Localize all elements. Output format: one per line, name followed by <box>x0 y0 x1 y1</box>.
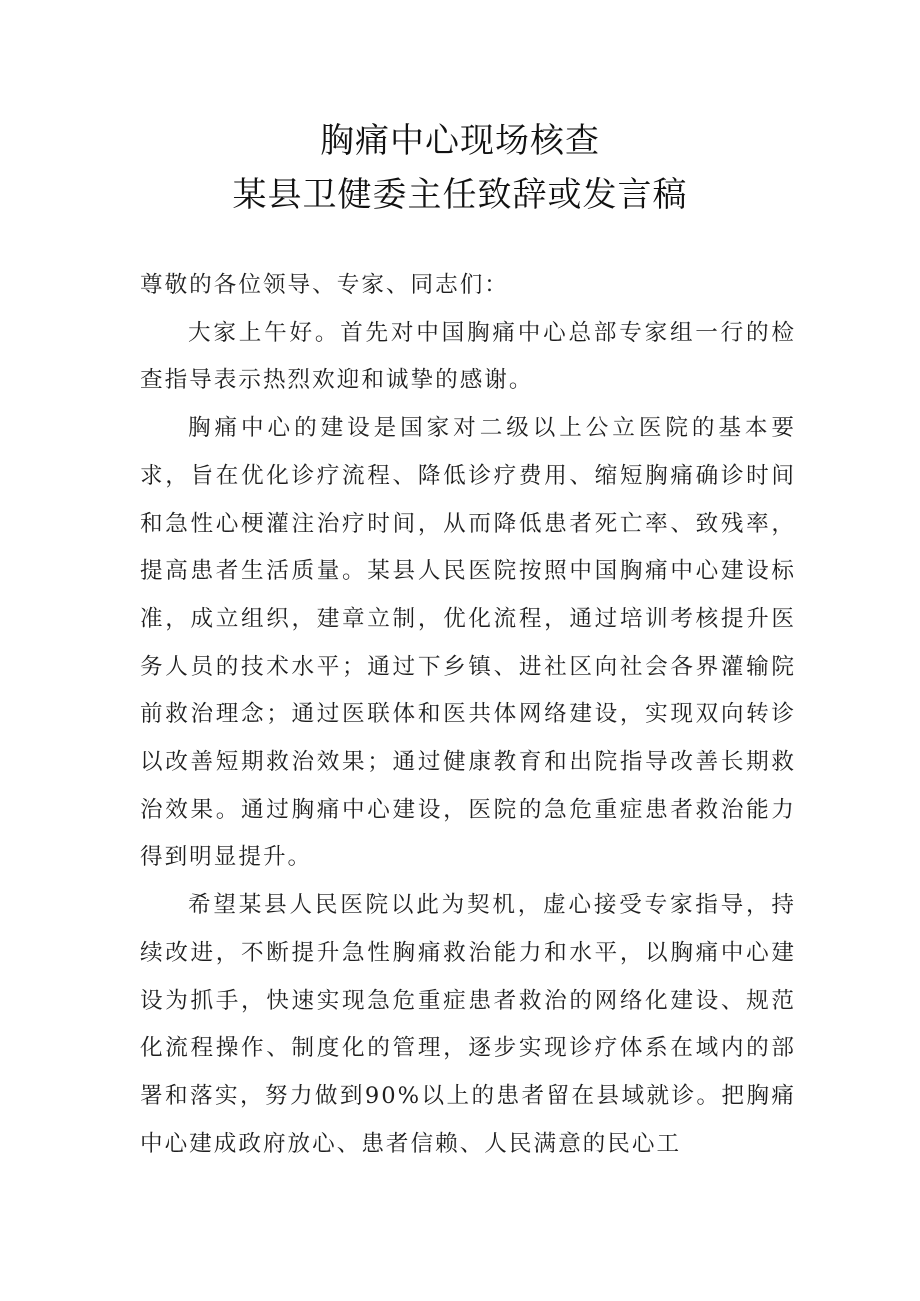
document-body <box>140 262 796 1168</box>
paragraph-greeting: 大家上午好。首先对中国胸痛中心总部专家组一行的检查指导表示热烈欢迎和诚挚的感谢。 <box>140 319 796 394</box>
paragraph-hope: 希望某县人民医院以此为契机，虚心接受专家指导，持续改进，不断提升急性胸痛救治能力和水平，以胸痛中心建设为抓手，快速实现急危重症患者救治的网络化建设、规范化流程操作、制度化的管理，逐步实现诊疗体系在域内的部署和落实，努力做到90%以上的患者留在县域就诊。把胸痛中心建成政府放心、患者信赖、人民满意的民心工 <box>140 892 796 1157</box>
paragraph-construction: 胸痛中心的建设是国家对二级以上公立医院的基本要求，旨在优化诊疗流程、降低诊疗费用、缩短胸痛确诊时间和急性心梗灌注治疗时间，从而降低患者死亡率、致残率，提高患者生活质量。某县人民医院按照中国胸痛中心建设标准，成立组织，建章立制，优化流程，通过培训考核提升医务人员的技术水平；通过下乡镇、进社区向社会各界灌输院前救治理念；通过医联体和医共体网络建设，实现双向转诊以改善短期救治效果；通过健康教育和出院指导改善长期救治效果。通过胸痛中心建设，医院的急危重症患者救治能力得到明显提升。 <box>140 415 796 871</box>
title-line-2: 某县卫健委主任致辞或发言稿 <box>232 175 688 215</box>
salutation: 尊敬的各位领导、专家、同志们： <box>140 272 509 298</box>
title-line-1: 胸痛中心现场核查 <box>320 121 600 161</box>
document-title <box>0 114 920 222</box>
